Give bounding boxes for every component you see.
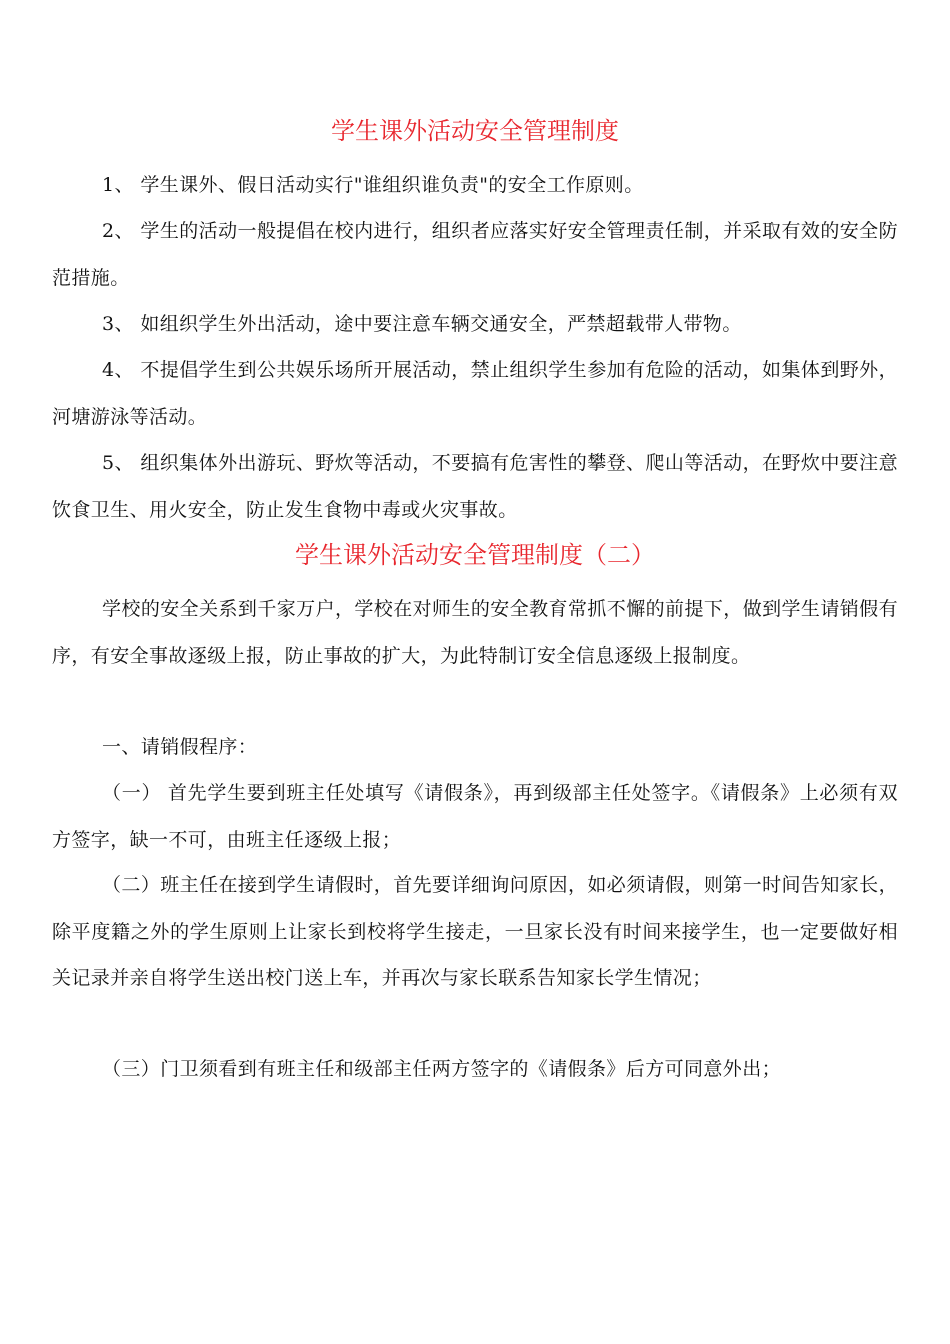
section2-title: 学生课外活动安全管理制度（二） (295, 541, 655, 569)
section2-item-2: （二）班主任在接到学生请假时，首先要详细询问原因，如必须请假，则第一时间告知家长，除平度籍之外的学生原则上让家长到校将学生接走，一旦家长没有时间来接学生，也一定要做好相关记录并亲自将学生送出校门送上车，并再次与家长联系告知家长学生情况； (52, 874, 898, 989)
section1-paragraph-2: 2、 学生的活动一般提倡在校内进行，组织者应落实好安全管理责任制，并采取有效的安全防范措施。 (52, 220, 898, 289)
section2-heading-leave-procedure: 一、请销假程序： (102, 736, 258, 758)
section1-paragraph-1: 1、 学生课外、假日活动实行"谁组织谁负责"的安全工作原则。 (102, 174, 644, 196)
section1-title: 学生课外活动安全管理制度 (331, 117, 619, 145)
section1-paragraph-4: 4、 不提倡学生到公共娱乐场所开展活动，禁止组织学生参加有危险的活动，如集体到野外，河塘游泳等活动。 (52, 359, 898, 428)
section1-paragraph-3: 3、 如组织学生外出活动，途中要注意车辆交通安全，严禁超载带人带物。 (102, 313, 742, 335)
section2-paragraph-intro: 学校的安全关系到千家万户，学校在对师生的安全教育常抓不懈的前提下，做到学生请销假有序，有安全事故逐级上报，防止事故的扩大，为此特制订安全信息逐级上报制度。 (52, 598, 898, 667)
section1-paragraph-5: 5、 组织集体外出游玩、野炊等活动，不要搞有危害性的攀登、爬山等活动，在野炊中要注意饮食卫生、用火安全，防止发生食物中毒或火灾事故。 (52, 452, 898, 521)
section2-item-1: （一） 首先学生要到班主任处填写《请假条》，再到级部主任处签字。《请假条》上必须有双方签字，缺一不可，由班主任逐级上报； (52, 782, 898, 851)
section2-item-3: （三）门卫须看到有班主任和级部主任两方签字的《请假条》后方可同意外出； (102, 1058, 782, 1080)
